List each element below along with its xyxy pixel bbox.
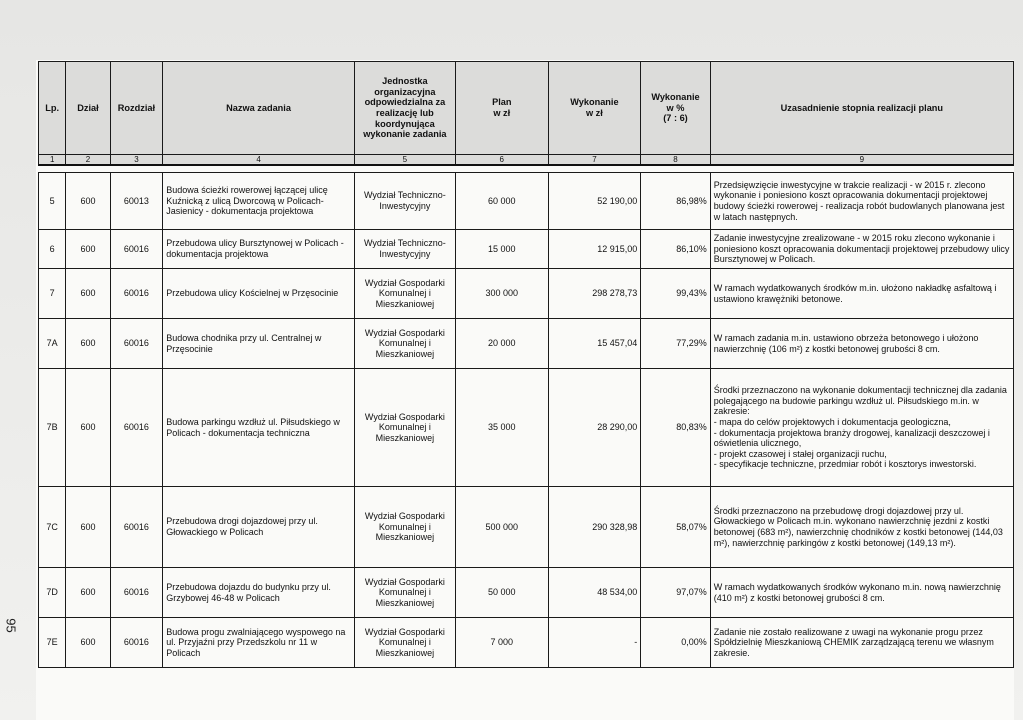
cell-jednostka: Wydział Gospodarki Komunalnej i Mieszkaniowej bbox=[354, 319, 455, 369]
cell-procent: 58,07% bbox=[641, 487, 710, 568]
cell-rozdzial: 60016 bbox=[110, 230, 163, 269]
header-jednostka: Jednostka organizacyjna odpowiedzialna za realizację lub koordynująca wykonanie zadania bbox=[354, 62, 455, 155]
cell-rozdzial: 60016 bbox=[110, 369, 163, 487]
column-number-row bbox=[39, 155, 1014, 166]
cell-plan: 300 000 bbox=[455, 269, 548, 319]
cell-procent: 86,10% bbox=[641, 230, 710, 269]
header-rozdzial: Rozdział bbox=[110, 62, 163, 155]
cell-procent: 80,83% bbox=[641, 369, 710, 487]
cell-jednostka: Wydział Gospodarki Komunalnej i Mieszkaniowej bbox=[354, 568, 455, 618]
cell-procent: 97,07% bbox=[641, 568, 710, 618]
cell-dzial: 600 bbox=[66, 269, 110, 319]
cell-lp: 7A bbox=[39, 319, 66, 369]
header-dzial: Dział bbox=[66, 62, 110, 155]
column-number: 6 bbox=[455, 155, 548, 166]
cell-rozdzial: 60016 bbox=[110, 269, 163, 319]
column-number: 8 bbox=[641, 155, 710, 166]
column-number: 3 bbox=[110, 155, 163, 166]
cell-rozdzial: 60016 bbox=[110, 618, 163, 668]
cell-dzial: 600 bbox=[66, 319, 110, 369]
cell-procent: 99,43% bbox=[641, 269, 710, 319]
cell-uzasadnienie: Zadanie nie zostało realizowane z uwagi na wykonanie progu przez Spółdzielnię Mieszkaniową CHEMIK zarządzającą terenu we własnym zakresie. bbox=[710, 618, 1013, 668]
header-procent: Wykonanie w % (7 : 6) bbox=[641, 62, 710, 155]
cell-lp: 5 bbox=[39, 173, 66, 230]
table-row bbox=[39, 319, 1014, 369]
cell-lp: 7B bbox=[39, 369, 66, 487]
cell-dzial: 600 bbox=[66, 230, 110, 269]
cell-plan: 60 000 bbox=[455, 173, 548, 230]
cell-uzasadnienie: Środki przeznaczono na wykonanie dokumentacji technicznej dla zadania polegającego na budowie parkingu wzdłuż ul. Piłsudskiego m.in. w zakresie: - mapa do celów projektowych i dokumentacja geologiczna, - dokumentacja projektowa branży drogowej, kanalizacji deszczowej i oświetlenia ulicznego, - projekt czasowej i stałej organizacji ruchu, - specyfikacje techniczne, przedmiar robót i kosztorys inwestorski. bbox=[710, 369, 1013, 487]
cell-procent: 0,00% bbox=[641, 618, 710, 668]
cell-jednostka: Wydział Techniczno-Inwestycyjny bbox=[354, 230, 455, 269]
column-number: 4 bbox=[163, 155, 355, 166]
header-plan: Plan w zł bbox=[455, 62, 548, 155]
table-header-row bbox=[39, 62, 1014, 155]
cell-lp: 7 bbox=[39, 269, 66, 319]
cell-wykonanie: 28 290,00 bbox=[548, 369, 641, 487]
table-row bbox=[39, 173, 1014, 230]
cell-dzial: 600 bbox=[66, 618, 110, 668]
cell-rozdzial: 60016 bbox=[110, 319, 163, 369]
cell-jednostka: Wydział Gospodarki Komunalnej i Mieszkaniowej bbox=[354, 487, 455, 568]
table-row bbox=[39, 269, 1014, 319]
cell-lp: 7E bbox=[39, 618, 66, 668]
cell-rozdzial: 60016 bbox=[110, 487, 163, 568]
header-nazwa: Nazwa zadania bbox=[163, 62, 355, 155]
budget-table bbox=[38, 61, 1014, 668]
column-number: 5 bbox=[354, 155, 455, 166]
cell-nazwa: Budowa ścieżki rowerowej łączącej ulicę Kuźnicką z ulicą Dworcową w Policach-Jasienicy - dokumentacja projektowa bbox=[163, 173, 355, 230]
cell-uzasadnienie: Środki przeznaczono na przebudowę drogi dojazdowej przy ul. Głowackiego w Policach m.in. wykonano nawierzchnię jezdni z kostki betonowej (683 m²), nawierzchnię chodników z kostki betonowej (144,03 m²), nawierzchnię parkingów z kostki betonowej (149,13 m²). bbox=[710, 487, 1013, 568]
table-row bbox=[39, 369, 1014, 487]
cell-wykonanie: 15 457,04 bbox=[548, 319, 641, 369]
cell-procent: 86,98% bbox=[641, 173, 710, 230]
cell-dzial: 600 bbox=[66, 487, 110, 568]
cell-plan: 35 000 bbox=[455, 369, 548, 487]
header-uzasadnienie: Uzasadnienie stopnia realizacji planu bbox=[710, 62, 1013, 155]
cell-nazwa: Budowa chodnika przy ul. Centralnej w Przęsocinie bbox=[163, 319, 355, 369]
cell-nazwa: Przebudowa drogi dojazdowej przy ul. Głowackiego w Policach bbox=[163, 487, 355, 568]
cell-jednostka: Wydział Gospodarki Komunalnej i Mieszkaniowej bbox=[354, 369, 455, 487]
cell-nazwa: Budowa progu zwalniającego wyspowego na ul. Przyjaźni przy Przedszkolu nr 11 w Policach bbox=[163, 618, 355, 668]
cell-wykonanie: 48 534,00 bbox=[548, 568, 641, 618]
cell-wykonanie: - bbox=[548, 618, 641, 668]
table-row bbox=[39, 230, 1014, 269]
cell-plan: 20 000 bbox=[455, 319, 548, 369]
table-row bbox=[39, 487, 1014, 568]
cell-plan: 15 000 bbox=[455, 230, 548, 269]
cell-plan: 7 000 bbox=[455, 618, 548, 668]
cell-wykonanie: 298 278,73 bbox=[548, 269, 641, 319]
cell-jednostka: Wydział Gospodarki Komunalnej i Mieszkaniowej bbox=[354, 618, 455, 668]
cell-wykonanie: 52 190,00 bbox=[548, 173, 641, 230]
cell-uzasadnienie: W ramach wydatkowanych środków wykonano m.in. nową nawierzchnię (410 m²) z kostki betonowej grubości 8 cm. bbox=[710, 568, 1013, 618]
cell-procent: 77,29% bbox=[641, 319, 710, 369]
cell-wykonanie: 12 915,00 bbox=[548, 230, 641, 269]
cell-nazwa: Przebudowa ulicy Kościelnej w Przęsocinie bbox=[163, 269, 355, 319]
cell-dzial: 600 bbox=[66, 173, 110, 230]
table-row bbox=[39, 618, 1014, 668]
cell-uzasadnienie: W ramach zadania m.in. ustawiono obrzeża betonowego i ułożono nawierzchnię (106 m²) z kostki betonowej grubości 8 cm. bbox=[710, 319, 1013, 369]
cell-uzasadnienie: Przedsięwzięcie inwestycyjne w trakcie realizacji - w 2015 r. zlecono wykonanie i poniesiono koszt opracowania dokumentacji projektowej budowy ścieżki rowerowej - realizacja robót budowlanych planowana jest w latach następnych. bbox=[710, 173, 1013, 230]
table-row bbox=[39, 568, 1014, 618]
cell-uzasadnienie: Zadanie inwestycyjne zrealizowane - w 2015 roku zlecono wykonanie i poniesiono koszt opracowania dokumentacji projektowej przebudowy ulicy Bursztynowej w Policach. bbox=[710, 230, 1013, 269]
cell-lp: 6 bbox=[39, 230, 66, 269]
cell-nazwa: Budowa parkingu wzdłuż ul. Piłsudskiego w Policach - dokumentacja techniczna bbox=[163, 369, 355, 487]
cell-uzasadnienie: W ramach wydatkowanych środków m.in. ułożono nakładkę asfaltową i ustawiono krawężniki betonowe. bbox=[710, 269, 1013, 319]
cell-jednostka: Wydział Techniczno-Inwestycyjny bbox=[354, 173, 455, 230]
cell-lp: 7D bbox=[39, 568, 66, 618]
cell-lp: 7C bbox=[39, 487, 66, 568]
header-lp: Lp. bbox=[39, 62, 66, 155]
cell-dzial: 600 bbox=[66, 369, 110, 487]
column-number: 2 bbox=[66, 155, 110, 166]
page-margin-mark: 95 bbox=[3, 618, 19, 633]
cell-jednostka: Wydział Gospodarki Komunalnej i Mieszkaniowej bbox=[354, 269, 455, 319]
column-number: 9 bbox=[710, 155, 1013, 166]
cell-wykonanie: 290 328,98 bbox=[548, 487, 641, 568]
cell-nazwa: Przebudowa dojazdu do budynku przy ul. Grzybowej 46-48 w Policach bbox=[163, 568, 355, 618]
cell-nazwa: Przebudowa ulicy Bursztynowej w Policach - dokumentacja projektowa bbox=[163, 230, 355, 269]
cell-plan: 500 000 bbox=[455, 487, 548, 568]
column-number: 1 bbox=[39, 155, 66, 166]
column-number: 7 bbox=[548, 155, 641, 166]
spacer-row bbox=[39, 165, 1014, 173]
cell-rozdzial: 60013 bbox=[110, 173, 163, 230]
cell-rozdzial: 60016 bbox=[110, 568, 163, 618]
cell-dzial: 600 bbox=[66, 568, 110, 618]
header-wykonanie: Wykonanie w zł bbox=[548, 62, 641, 155]
cell-plan: 50 000 bbox=[455, 568, 548, 618]
